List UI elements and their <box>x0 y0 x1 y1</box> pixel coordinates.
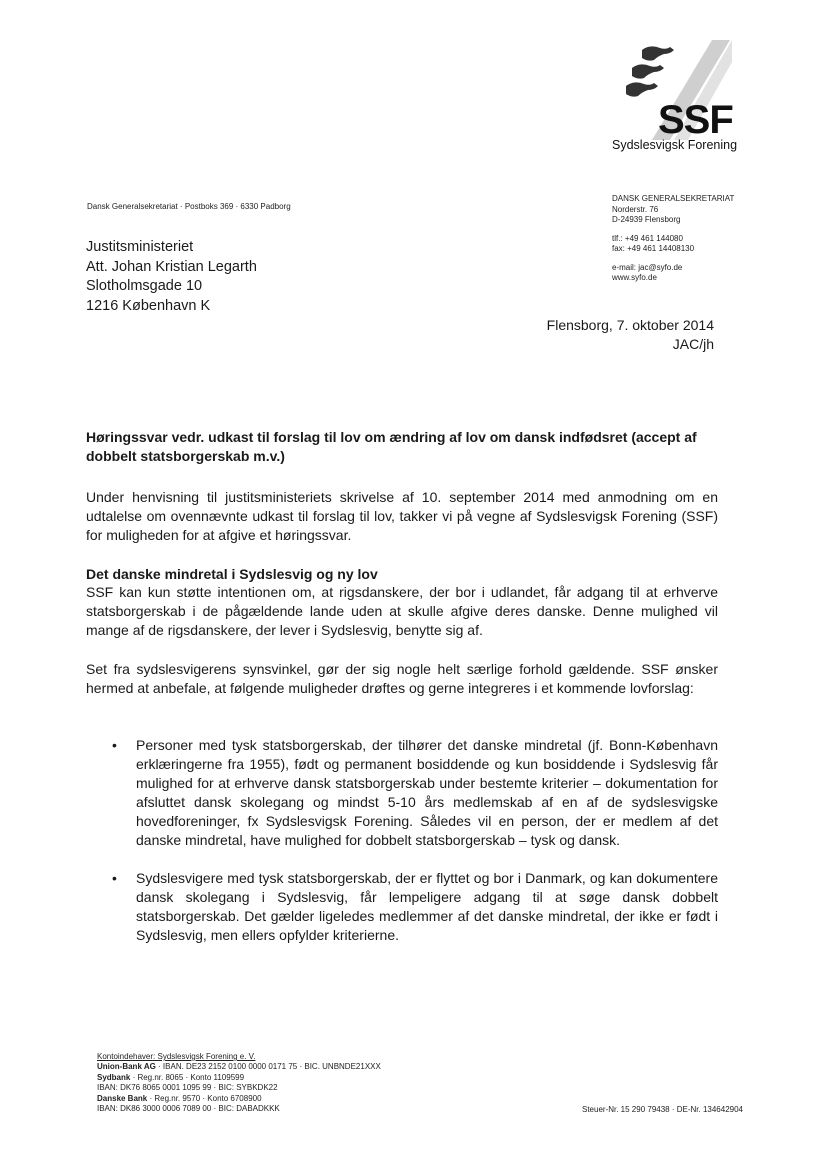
recipient-address <box>86 238 257 316</box>
recipient-line: Justitsministeriet <box>86 239 194 255</box>
sender-line: Dansk Generalsekretariat · Postboks 369 · 6330 Padborg <box>87 202 291 211</box>
org-street: Norderstr. 76 <box>612 204 659 214</box>
letter-date: Flensborg, 7. oktober 2014 <box>546 317 714 333</box>
bank-name: Sydbank <box>97 1072 131 1082</box>
bank-details: · Reg.nr. 8065 · Konto 1109599 <box>130 1072 245 1082</box>
org-contact-block <box>612 194 734 284</box>
letter-subject: Høringssvar vedr. udkast til forslag til lov om ændring af lov om dansk indfødsret (accept af dobbelt statsborgerskab m.v.) <box>86 429 697 464</box>
recipient-line: Slotholmsgade 10 <box>86 278 203 294</box>
date-block <box>547 316 714 354</box>
section-heading: Det danske mindretal i Sydslesvig og ny lov <box>86 566 378 582</box>
footer-bank-line <box>97 1073 381 1083</box>
org-fax: fax: +49 461 14408130 <box>612 244 695 253</box>
org-city: D-24939 Flensborg <box>612 215 681 224</box>
footer-bank-line <box>97 1094 381 1104</box>
paragraph-support: SSF kan kun støtte intentionen om, at rigsdanskere, der bor i udlandet, får adgang til at erhverve statsborgerskab i de pågældende lande uden at skulle afgive deres danske. Denne mulighed vil mange af de rigsdanskere, der lever i Sydslesvig, benytte sig af. <box>86 584 718 638</box>
bullet-list <box>110 736 718 964</box>
bank-name: Union-Bank AG <box>97 1062 156 1072</box>
org-web: www.syfo.de <box>612 273 657 282</box>
footer-bank-details <box>97 1052 381 1114</box>
list-item-text: Personer med tysk statsborgerskab, der tilhører det danske mindretal (jf. Bonn-København erklæringerne fra 1955), født og permanent bosiddende og kun bosiddende i Sydslesvig får mulighed for at erhverve dansk statsborgerskab under bestemte kriterier – dokumentation for afsluttet dansk skolegang og mindst 5-10 års medlemskab af en af de sydslesvigske hovedforeninger, fx Sydslesvigsk Forening. Således vil en person, der er medlem af det danske mindretal, have mulighed for dobbelt statsborgerskab – tysk og dansk. <box>136 737 718 848</box>
paragraph-recommendation: Set fra sydslesvigerens synsvinkel, gør der sig nogle helt særlige forhold gældende. SSF ønsker hermed at anbefale, at følgende muligheder drøftes og gerne integreres i et kommende lovforslag: <box>86 661 718 696</box>
footer-bank-line <box>97 1062 381 1072</box>
recipient-line: Att. Johan Kristian Legarth <box>86 258 257 275</box>
bullet-icon: • <box>112 737 117 753</box>
ssf-logo <box>612 40 738 160</box>
recipient-line: 1216 København K <box>86 297 211 314</box>
bank-name: Danske Bank <box>97 1093 148 1103</box>
letter-reference: JAC/jh <box>672 336 714 352</box>
list-item-text: Sydslesvigere med tysk statsborgerskab, der er flyttet og bor i Danmark, og kan dokumentere dansk skolegang i Sydslesvig, får lempeligere adgang til at søge dansk dobbelt statsborgerskab. Det gælder ligeledes medlemmer af det danske mindretal, der ikke er født i Sydslesvig, men ellers opfylder kriterierne. <box>136 870 718 943</box>
bank-details: · Reg.nr. 9570 · Konto 6708900 <box>147 1093 262 1103</box>
list-item <box>110 736 718 850</box>
logo-text: SSF <box>658 98 733 142</box>
paragraph-intro: Under henvisning til justitsministeriets skrivelse af 10. september 2014 med anmodning om en udtalelse om ovennævnte udkast til forslag til lov, takker vi på vegne af Sydslesvigsk Forening (SSF) for muligheden for at afgive et høringssvar. <box>86 489 718 543</box>
bullet-icon: • <box>112 870 117 886</box>
list-item <box>110 869 718 945</box>
footer-tax-numbers: Steuer-Nr. 15 290 79438 · DE-Nr. 134642904 <box>582 1105 743 1114</box>
logo-subtitle: Sydslesvigsk Forening <box>612 138 738 152</box>
footer-bank-iban: IBAN: DK76 8065 0001 1095 99 · BIC: SYBKDK22 <box>97 1083 278 1093</box>
org-phone: tlf.: +49 461 144080 <box>612 233 683 243</box>
footer-owner: Kontoindehaver: Sydslesvigsk Forening e. V. <box>97 1052 256 1061</box>
bank-details: · IBAN. DE23 2152 0100 0000 0171 75 · BIC. UNBNDE21XXX <box>155 1062 381 1072</box>
org-name: DANSK GENERALSEKRETARIAT <box>612 194 735 203</box>
org-email: e-mail: jac@syfo.de <box>612 262 683 272</box>
footer-bank-iban: IBAN: DK86 3000 0006 7089 00 · BIC: DABADKKK <box>97 1104 280 1114</box>
